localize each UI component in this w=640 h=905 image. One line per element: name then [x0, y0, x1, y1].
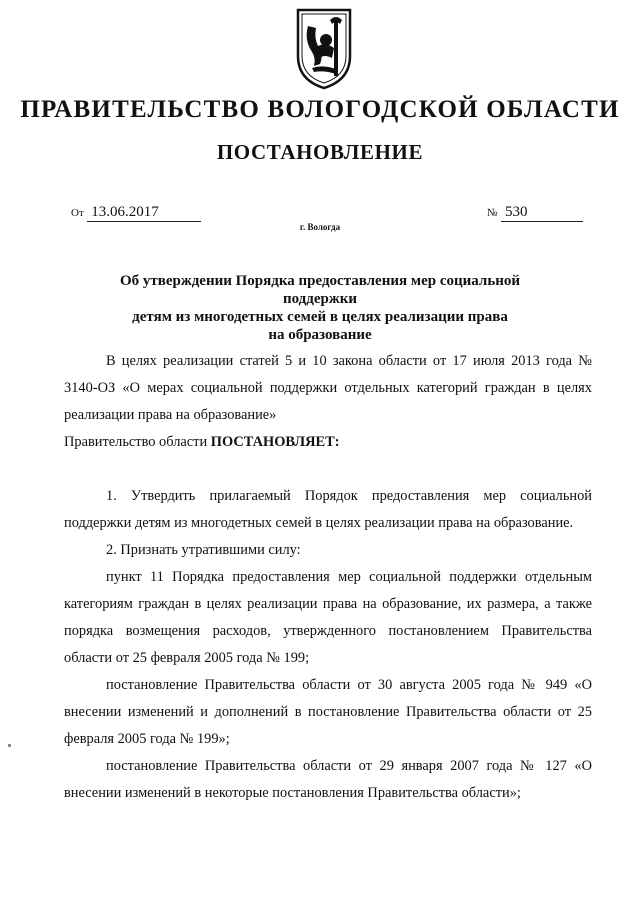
spacer — [64, 456, 592, 483]
preamble-paragraph: В целях реализации статей 5 и 10 закона области от 17 июля 2013 года № 3140-ОЗ «О мерах социальной поддержки отдельных категорий граждан в целях реализации права на образование» — [64, 353, 592, 423]
city-label: г. Вологда — [299, 222, 341, 232]
heading-line: на образование — [268, 327, 372, 343]
margin-mark — [8, 744, 11, 747]
government-title: ПРАВИТЕЛЬСТВО ВОЛОГОДСКОЙ ОБЛАСТИ — [20, 96, 620, 123]
body-paragraph: пункт 11 Порядка предоставления мер социальной поддержки отдельным категориям граждан в целях реализации права на образование, их размера, а также порядка возмещения расходов, утвержденного постановлением Правительства области от 25 февраля 2005 года № 199; — [64, 569, 592, 666]
number-field — [487, 204, 583, 222]
number-value: 530 — [501, 204, 583, 222]
heading-line: Об утверждении Порядка предоставления мер социальной поддержки — [119, 273, 521, 307]
document-body — [64, 348, 592, 807]
body-paragraph: 1. Утвердить прилагаемый Порядок предоставления мер социальной поддержки детям из многодетных семей в целях реализации права на образование. — [64, 488, 592, 531]
document-type: ПОСТАНОВЛЕНИЕ — [216, 140, 424, 164]
date-field — [71, 204, 201, 222]
resolve-line — [64, 429, 592, 456]
date-value: 13.06.2017 — [87, 204, 201, 222]
coat-of-arms-icon — [294, 6, 354, 90]
number-label: № — [487, 207, 498, 219]
date-label: От — [71, 207, 84, 219]
document-heading — [90, 272, 550, 344]
body-paragraph: 2. Признать утратившими силу: — [106, 542, 301, 558]
resolve-keyword: ПОСТАНОВЛЯЕТ: — [210, 434, 340, 450]
resolve-prefix: Правительство области — [64, 434, 211, 450]
body-paragraph: постановление Правительства области от 30 августа 2005 года № 949 «О внесении изменений и дополнений в постановление Правительства области от 25 февраля 2005 года № 199»; — [64, 677, 592, 747]
body-paragraph: постановление Правительства области от 29 января 2007 года № 127 «О внесении изменений в некоторые постановления Правительства области»; — [64, 758, 592, 801]
heading-line: детям из многодетных семей в целях реализации права — [132, 309, 508, 325]
